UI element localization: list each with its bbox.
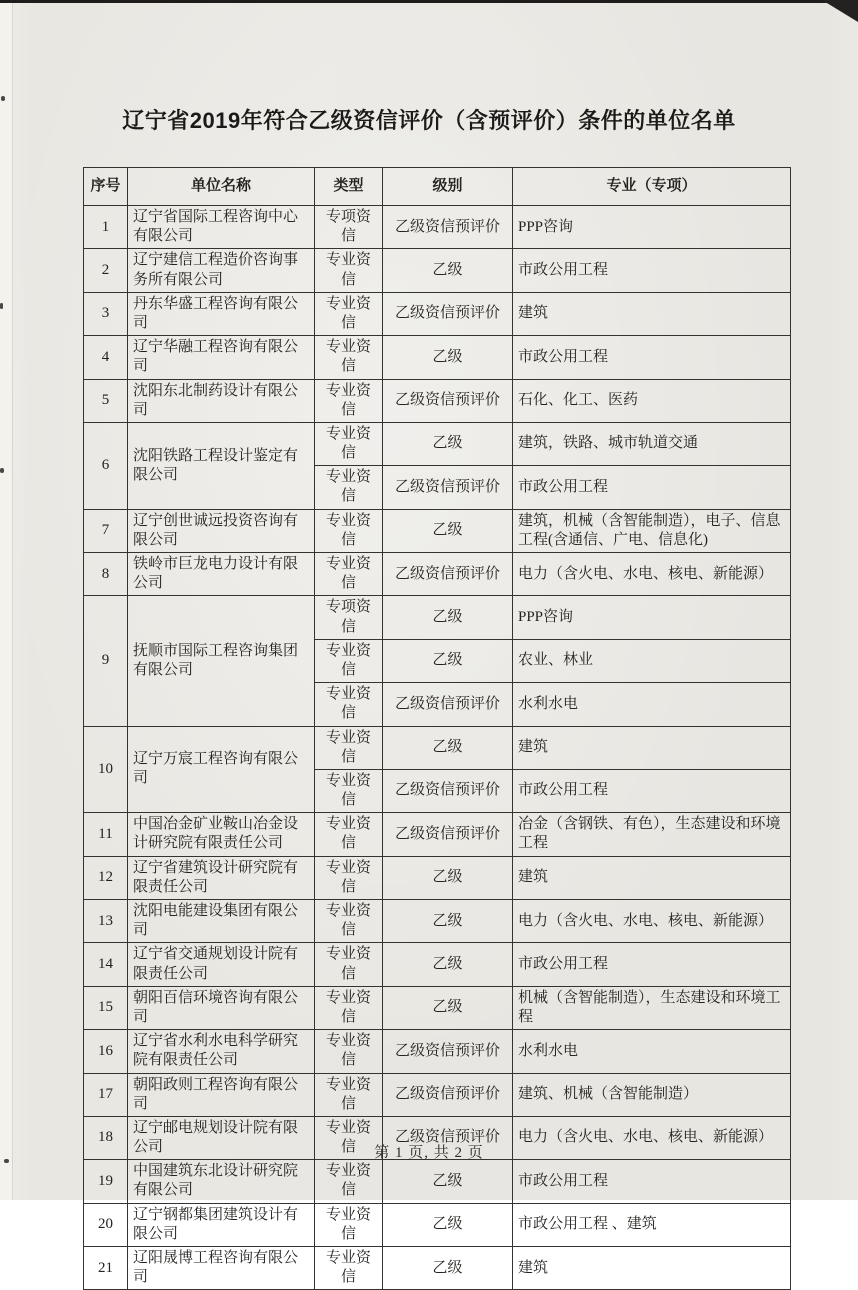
- company-name-cell: 辽宁省交通规划设计院有限责任公司: [128, 943, 315, 986]
- document-title: 辽宁省2019年符合乙级资信评价（含预评价）条件的单位名单: [122, 108, 736, 133]
- row-number-cell: 5: [84, 379, 128, 422]
- table-row: [84, 856, 791, 899]
- specialty-cell: 市政公用工程: [513, 336, 791, 379]
- row-number-cell: 15: [84, 986, 128, 1029]
- table-row: [84, 553, 791, 596]
- specialty-cell: 电力（含火电、水电、核电、新能源）: [513, 1116, 791, 1159]
- specialty-cell: 市政公用工程 、建筑: [513, 1203, 791, 1246]
- level-cell: 乙级: [383, 900, 513, 943]
- level-cell: 乙级资信预评价: [383, 1073, 513, 1116]
- row-number-cell: 4: [84, 336, 128, 379]
- company-name-cell: 辽宁邮电规划设计院有限公司: [128, 1116, 315, 1159]
- scan-corner-shadow: [822, 0, 858, 22]
- type-cell: 专项资信: [315, 596, 383, 639]
- specialty-cell: 建筑: [513, 1247, 791, 1290]
- level-cell: 乙级资信预评价: [383, 379, 513, 422]
- specialty-cell: 建筑、机械（含智能制造）: [513, 1073, 791, 1116]
- table-row: [84, 986, 791, 1029]
- row-number-cell: 14: [84, 943, 128, 986]
- specialty-cell: 市政公用工程: [513, 1160, 791, 1203]
- level-cell: 乙级资信预评价: [383, 1030, 513, 1073]
- level-cell: 乙级: [383, 422, 513, 465]
- level-cell: 乙级资信预评价: [383, 769, 513, 812]
- type-cell: 专业资信: [315, 769, 383, 812]
- table-row: [84, 1073, 791, 1116]
- credit-rating-table-wrap: [83, 167, 790, 1290]
- company-name-cell: 辽宁建信工程造价咨询事务所有限公司: [128, 249, 315, 292]
- level-cell: 乙级: [383, 856, 513, 899]
- type-cell: 专项资信: [315, 206, 383, 249]
- type-cell: 专业资信: [315, 466, 383, 509]
- table-row: [84, 900, 791, 943]
- table-row: [84, 726, 791, 769]
- row-number-cell: 8: [84, 553, 128, 596]
- level-cell: 乙级: [383, 1160, 513, 1203]
- type-cell: 专业资信: [315, 813, 383, 856]
- level-cell: 乙级: [383, 986, 513, 1029]
- specialty-cell: 电力（含火电、水电、核电、新能源）: [513, 900, 791, 943]
- specialty-cell: 建筑，机械（含智能制造），电子、信息工程(含通信、广电、信息化): [513, 509, 791, 552]
- row-number-cell: 2: [84, 249, 128, 292]
- company-name-cell: 朝阳政则工程咨询有限公司: [128, 1073, 315, 1116]
- column-header-2: 类型: [315, 168, 383, 206]
- row-number-cell: 7: [84, 509, 128, 552]
- table-row: [84, 1030, 791, 1073]
- type-cell: 专业资信: [315, 509, 383, 552]
- specialty-cell: 市政公用工程: [513, 249, 791, 292]
- row-number-cell: 9: [84, 596, 128, 726]
- specialty-cell: 建筑: [513, 726, 791, 769]
- company-name-cell: 辽宁省水利水电科学研究院有限责任公司: [128, 1030, 315, 1073]
- type-cell: 专业资信: [315, 900, 383, 943]
- table-row: [84, 943, 791, 986]
- type-cell: 专业资信: [315, 856, 383, 899]
- specialty-cell: 石化、化工、医药: [513, 379, 791, 422]
- level-cell: 乙级资信预评价: [383, 553, 513, 596]
- company-name-cell: 丹东华盛工程咨询有限公司: [128, 292, 315, 335]
- type-cell: 专业资信: [315, 1247, 383, 1290]
- row-number-cell: 18: [84, 1116, 128, 1159]
- level-cell: 乙级: [383, 249, 513, 292]
- company-name-cell: 铁岭市巨龙电力设计有限公司: [128, 553, 315, 596]
- specialty-cell: 水利水电: [513, 683, 791, 726]
- company-name-cell: 朝阳百信环境咨询有限公司: [128, 986, 315, 1029]
- row-number-cell: 1: [84, 206, 128, 249]
- table-row: [84, 813, 791, 856]
- specialty-cell: 市政公用工程: [513, 769, 791, 812]
- level-cell: 乙级: [383, 596, 513, 639]
- table-row: [84, 509, 791, 552]
- scan-left-margin: [0, 3, 13, 1200]
- scan-top-edge: [0, 0, 858, 3]
- column-header-0: 序号: [84, 168, 128, 206]
- table-row: [84, 422, 791, 465]
- type-cell: 专业资信: [315, 986, 383, 1029]
- company-name-cell: 辽阳晟博工程咨询有限公司: [128, 1247, 315, 1290]
- type-cell: 专业资信: [315, 1160, 383, 1203]
- row-number-cell: 6: [84, 422, 128, 509]
- row-number-cell: 3: [84, 292, 128, 335]
- level-cell: 乙级: [383, 726, 513, 769]
- level-cell: 乙级资信预评价: [383, 292, 513, 335]
- level-cell: 乙级资信预评价: [383, 683, 513, 726]
- specialty-cell: 电力（含火电、水电、核电、新能源）: [513, 553, 791, 596]
- level-cell: 乙级资信预评价: [383, 813, 513, 856]
- company-name-cell: 中国冶金矿业鞍山冶金设计研究院有限责任公司: [128, 813, 315, 856]
- company-name-cell: 中国建筑东北设计研究院有限公司: [128, 1160, 315, 1203]
- table-header-row: [84, 168, 791, 206]
- specialty-cell: 市政公用工程: [513, 466, 791, 509]
- table-row: [84, 206, 791, 249]
- level-cell: 乙级资信预评价: [383, 206, 513, 249]
- type-cell: 专业资信: [315, 1116, 383, 1159]
- company-name-cell: 辽宁万宸工程咨询有限公司: [128, 726, 315, 813]
- table-row: [84, 1203, 791, 1246]
- page-footer: 第 1 页, 共 2 页: [374, 1145, 484, 1161]
- table-row: [84, 249, 791, 292]
- row-number-cell: 21: [84, 1247, 128, 1290]
- level-cell: 乙级: [383, 336, 513, 379]
- company-name-cell: 沈阳东北制药设计有限公司: [128, 379, 315, 422]
- company-name-cell: 辽宁省建筑设计研究院有限责任公司: [128, 856, 315, 899]
- level-cell: 乙级: [383, 639, 513, 682]
- specialty-cell: 建筑: [513, 856, 791, 899]
- company-name-cell: 沈阳电能建设集团有限公司: [128, 900, 315, 943]
- row-number-cell: 11: [84, 813, 128, 856]
- row-number-cell: 13: [84, 900, 128, 943]
- type-cell: 专业资信: [315, 1073, 383, 1116]
- row-number-cell: 19: [84, 1160, 128, 1203]
- type-cell: 专业资信: [315, 249, 383, 292]
- type-cell: 专业资信: [315, 683, 383, 726]
- level-cell: 乙级: [383, 1247, 513, 1290]
- specialty-cell: 机械（含智能制造），生态建设和环境工程: [513, 986, 791, 1029]
- type-cell: 专业资信: [315, 639, 383, 682]
- table-row: [84, 336, 791, 379]
- specialty-cell: 建筑，铁路、城市轨道交通: [513, 422, 791, 465]
- scan-artifact: [0, 468, 4, 473]
- scan-artifact: [1, 96, 5, 101]
- type-cell: 专业资信: [315, 1203, 383, 1246]
- credit-rating-table: [83, 167, 791, 1290]
- type-cell: 专业资信: [315, 336, 383, 379]
- specialty-cell: 市政公用工程: [513, 943, 791, 986]
- specialty-cell: 农业、林业: [513, 639, 791, 682]
- row-number-cell: 12: [84, 856, 128, 899]
- specialty-cell: 水利水电: [513, 1030, 791, 1073]
- specialty-cell: 建筑: [513, 292, 791, 335]
- table-row: [84, 596, 791, 639]
- level-cell: 乙级资信预评价: [383, 466, 513, 509]
- level-cell: 乙级: [383, 1203, 513, 1246]
- type-cell: 专业资信: [315, 726, 383, 769]
- type-cell: 专业资信: [315, 553, 383, 596]
- specialty-cell: PPP咨询: [513, 206, 791, 249]
- type-cell: 专业资信: [315, 943, 383, 986]
- type-cell: 专业资信: [315, 422, 383, 465]
- company-name-cell: 沈阳铁路工程设计鉴定有限公司: [128, 422, 315, 509]
- row-number-cell: 20: [84, 1203, 128, 1246]
- level-cell: 乙级资信预评价: [383, 1116, 513, 1159]
- table-row: [84, 1247, 791, 1290]
- scan-artifact: [0, 303, 3, 309]
- level-cell: 乙级: [383, 509, 513, 552]
- specialty-cell: PPP咨询: [513, 596, 791, 639]
- specialty-cell: 冶金（含钢铁、有色），生态建设和环境工程: [513, 813, 791, 856]
- column-header-3: 级别: [383, 168, 513, 206]
- row-number-cell: 17: [84, 1073, 128, 1116]
- row-number-cell: 16: [84, 1030, 128, 1073]
- type-cell: 专业资信: [315, 1030, 383, 1073]
- company-name-cell: 辽宁钢都集团建筑设计有限公司: [128, 1203, 315, 1246]
- table-row: [84, 379, 791, 422]
- level-cell: 乙级: [383, 943, 513, 986]
- company-name-cell: 抚顺市国际工程咨询集团有限公司: [128, 596, 315, 726]
- company-name-cell: 辽宁创世诚远投资咨询有限公司: [128, 509, 315, 552]
- column-header-4: 专业（专项）: [513, 168, 791, 206]
- company-name-cell: 辽宁华融工程咨询有限公司: [128, 336, 315, 379]
- row-number-cell: 10: [84, 726, 128, 813]
- table-row: [84, 1160, 791, 1203]
- table-row: [84, 292, 791, 335]
- company-name-cell: 辽宁省国际工程咨询中心有限公司: [128, 206, 315, 249]
- column-header-1: 单位名称: [128, 168, 315, 206]
- type-cell: 专业资信: [315, 379, 383, 422]
- type-cell: 专业资信: [315, 292, 383, 335]
